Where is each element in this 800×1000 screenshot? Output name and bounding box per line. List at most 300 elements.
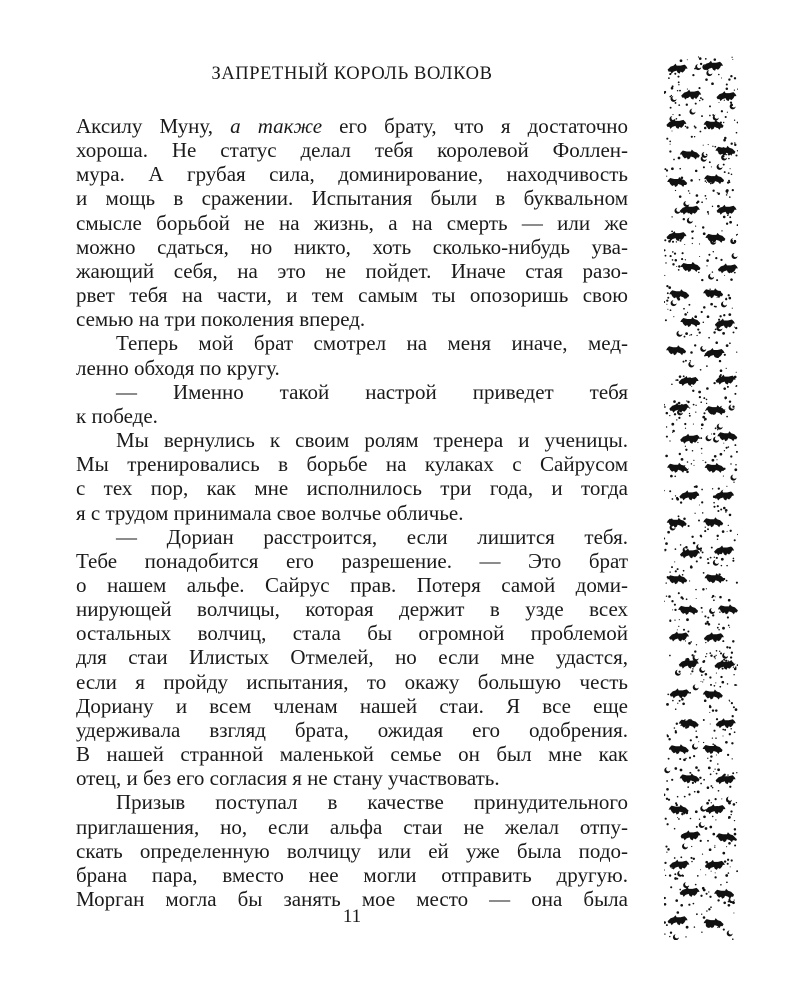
speckle-dot [668, 758, 670, 760]
speckle-dot [706, 259, 709, 262]
speckle-dot [734, 668, 737, 671]
speckle-dot [705, 874, 706, 875]
speckle-dot [674, 619, 675, 620]
speckle-dot [676, 419, 677, 420]
speckle-dot [691, 670, 693, 672]
speckle-dot [694, 344, 696, 346]
speckle-dot [668, 799, 670, 801]
speckle-dot [734, 539, 736, 541]
speckle-dot [736, 870, 738, 872]
speckle-dot [702, 887, 705, 890]
speckle-dot [700, 63, 702, 65]
moon-mark [664, 767, 670, 773]
speckle-dot [681, 698, 684, 701]
speckle-dot [704, 615, 706, 617]
speckle-dot [670, 886, 672, 888]
text-line: смысле борьбой не на жизнь, а на смерть — или же [76, 210, 628, 235]
speckle-dot [723, 164, 725, 166]
speckle-dot [674, 475, 676, 477]
speckle-dot [674, 252, 676, 254]
speckle-dot [699, 331, 701, 333]
speckle-dot [677, 796, 679, 798]
speckle-dot [692, 450, 694, 452]
speckle-dot [705, 674, 706, 675]
text-line: мура. А грубая сила, доминирование, находчивость [76, 162, 628, 187]
speckle-dot [700, 783, 702, 785]
speckle-dot [721, 77, 722, 78]
text-line: скать определенную волчицу или ей уже была подо- [76, 838, 628, 863]
speckle-dot [734, 444, 736, 446]
speckle-dot [664, 862, 666, 864]
speckle-dot [689, 413, 690, 414]
wolf-silhouette [669, 632, 689, 642]
speckle-dot [689, 335, 690, 336]
moon-mark [695, 64, 701, 70]
speckle-dot [687, 401, 689, 403]
speckle-dot [733, 331, 735, 333]
wolf-silhouette [714, 546, 734, 556]
moon-mark [683, 201, 689, 207]
speckle-dot [729, 514, 732, 517]
speckle-dot [706, 621, 708, 623]
speckle-dot [725, 116, 727, 118]
speckle-dot [670, 475, 673, 478]
speckle-dot [699, 131, 701, 133]
speckle-dot [664, 301, 665, 303]
speckle-dot [713, 599, 715, 601]
speckle-dot [691, 536, 693, 538]
speckle-dot [666, 798, 668, 800]
speckle-dot [690, 566, 693, 569]
speckle-dot [726, 194, 728, 196]
speckle-dot [735, 327, 737, 329]
speckle-dot [725, 509, 728, 512]
wolf-silhouette [679, 376, 699, 386]
speckle-dot [717, 899, 719, 901]
speckle-dot [726, 580, 728, 582]
speckle-dot [708, 144, 709, 145]
moon-mark [730, 475, 736, 481]
speckle-dot [694, 486, 696, 488]
wolf-silhouette [716, 375, 736, 385]
speckle-dot [691, 861, 693, 863]
speckle-dot [676, 241, 677, 242]
text-line: Морган могла бы занять мое место — она была [76, 887, 628, 911]
speckle-dot [711, 871, 712, 872]
speckle-dot [686, 471, 689, 474]
speckle-dot [665, 262, 666, 263]
speckle-dot [729, 297, 732, 300]
speckle-dot [710, 760, 712, 762]
speckle-dot [705, 623, 707, 625]
wolf-silhouette [703, 517, 723, 527]
speckle-dot [680, 856, 682, 858]
speckle-dot [698, 391, 701, 394]
speckle-dot [680, 501, 682, 503]
wolf-silhouette [680, 317, 700, 327]
speckle-dot [669, 415, 670, 416]
speckle-dot [734, 77, 736, 79]
speckle-dot [718, 319, 720, 321]
wolf-silhouette [668, 64, 688, 74]
speckle-dot [687, 786, 689, 788]
speckle-dot [717, 627, 719, 629]
wolf-silhouette [714, 491, 734, 501]
speckle-dot [672, 430, 675, 433]
speckle-dot [724, 171, 726, 173]
speckle-dot [736, 351, 737, 352]
speckle-dot [701, 279, 703, 281]
speckle-dot [700, 869, 701, 870]
speckle-dot [666, 169, 668, 171]
speckle-dot [694, 513, 695, 514]
speckle-dot [694, 791, 696, 793]
speckle-dot [713, 251, 714, 252]
speckle-dot [706, 265, 707, 266]
speckle-dot [733, 912, 734, 913]
speckle-dot [709, 161, 711, 163]
speckle-dot [717, 763, 719, 765]
speckle-dot [717, 205, 720, 208]
speckle-dot [669, 490, 671, 492]
speckle-dot [664, 794, 665, 797]
speckle-dot [725, 398, 726, 399]
speckle-dot [727, 386, 729, 388]
speckle-dot [722, 530, 725, 533]
speckle-dot [722, 668, 724, 670]
speckle-dot [728, 172, 730, 174]
speckle-dot [724, 141, 725, 142]
speckle-dot [682, 702, 685, 705]
speckle-dot [666, 412, 669, 415]
speckle-dot [666, 924, 668, 926]
text-line: приглашения, но, если альфа стаи не желал отпу- [76, 814, 628, 839]
text-line: — Дориан расстроится, если лишится тебя. [116, 524, 628, 549]
moon-mark [732, 253, 738, 259]
wolf-silhouette [704, 632, 724, 642]
speckle-dot [717, 505, 719, 507]
text-line: если я пройду испытания, то окажу большую честь [76, 669, 628, 694]
speckle-dot [720, 652, 722, 654]
speckle-dot [734, 327, 735, 328]
speckle-dot [704, 699, 707, 702]
text-line: жающий себя, на это не пойдет. Иначе стая разо- [76, 258, 628, 283]
wolf-silhouette [717, 91, 737, 101]
speckle-dot [699, 179, 700, 180]
speckle-dot [707, 558, 709, 560]
speckle-dot [723, 476, 724, 477]
speckle-dot [671, 167, 674, 170]
wolf-silhouette [704, 174, 724, 184]
speckle-dot [723, 929, 725, 931]
speckle-dot [698, 56, 699, 57]
speckle-dot [678, 269, 680, 271]
wolf-silhouette [703, 288, 723, 298]
speckle-dot [683, 517, 686, 520]
speckle-dot [711, 166, 712, 167]
wolf-pattern-icon [664, 56, 738, 940]
speckle-dot [698, 87, 700, 89]
speckle-dot [701, 453, 702, 454]
speckle-dot [726, 846, 727, 847]
speckle-dot [716, 754, 717, 755]
speckle-dot [700, 535, 702, 537]
speckle-dot [669, 655, 671, 657]
speckle-dot [673, 159, 675, 161]
speckle-dot [693, 465, 694, 466]
moon-mark [699, 822, 705, 828]
speckle-dot [715, 798, 717, 800]
speckle-dot [737, 89, 738, 90]
speckle-dot [672, 114, 673, 115]
speckle-dot [718, 102, 719, 103]
speckle-dot [715, 257, 717, 259]
speckle-dot [716, 459, 717, 460]
speckle-dot [697, 791, 700, 794]
speckle-dot [729, 647, 731, 649]
running-header: ЗАПРЕТНЫЙ КОРОЛЬ ВОЛКОВ [211, 64, 493, 84]
speckle-dot [718, 192, 720, 194]
speckle-dot [699, 819, 700, 820]
text-line: удерживала взгляд брата, ожидая его одобрения. [76, 717, 628, 742]
speckle-dot [687, 59, 688, 60]
speckle-dot [693, 424, 694, 425]
speckle-dot [679, 889, 681, 891]
speckle-dot [701, 201, 703, 203]
speckle-dot [671, 231, 673, 233]
moon-mark [709, 608, 715, 614]
speckle-dot [677, 911, 680, 914]
speckle-dot [731, 859, 733, 861]
speckle-dot [703, 232, 706, 235]
speckle-dot [688, 642, 691, 645]
speckle-dot [728, 158, 730, 160]
speckle-dot [703, 306, 706, 309]
moon-mark [727, 930, 733, 936]
speckle-dot [719, 651, 720, 652]
speckle-dot [709, 105, 711, 107]
speckle-dot [670, 309, 672, 311]
speckle-dot [664, 921, 666, 924]
speckle-dot [666, 595, 667, 596]
speckle-dot [683, 308, 685, 310]
speckle-dot [711, 82, 714, 85]
speckle-dot [691, 230, 693, 232]
speckle-dot [664, 903, 666, 906]
speckle-dot [728, 180, 730, 182]
speckle-dot [693, 542, 696, 545]
speckle-dot [732, 640, 734, 642]
speckle-dot [679, 453, 681, 455]
speckle-dot [737, 150, 738, 151]
speckle-dot [706, 893, 708, 895]
speckle-dot [705, 195, 707, 197]
speckle-dot [676, 804, 678, 806]
text-line: Тебе понадобится его разрешение. — Это брат [76, 548, 628, 573]
speckle-dot [694, 926, 695, 927]
speckle-dot [684, 313, 687, 316]
speckle-dot [676, 878, 678, 880]
speckle-dot [668, 738, 670, 740]
speckle-dot [664, 239, 666, 241]
speckle-dot [726, 565, 728, 567]
speckle-dot [712, 816, 714, 818]
speckle-dot [708, 908, 710, 910]
wolf-silhouette [706, 405, 726, 415]
speckle-dot [722, 729, 724, 731]
speckle-dot [678, 81, 680, 83]
speckle-dot [674, 561, 675, 562]
speckle-dot [706, 910, 708, 912]
speckle-dot [680, 596, 683, 599]
wolf-silhouette [716, 774, 736, 784]
text-line: отец, и без его согласия я не стану участвовать. [76, 766, 500, 791]
speckle-dot [727, 754, 729, 756]
speckle-dot [705, 462, 707, 464]
speckle-dot [726, 223, 728, 225]
wolf-silhouette [670, 688, 690, 698]
speckle-dot [685, 936, 686, 937]
speckle-dot [728, 625, 730, 627]
speckle-dot [683, 375, 685, 377]
speckle-dot [725, 660, 727, 662]
speckle-dot [728, 818, 729, 819]
speckle-dot [666, 138, 668, 140]
wolf-silhouette [703, 744, 723, 754]
speckle-dot [713, 730, 715, 732]
speckle-dot [706, 403, 707, 404]
speckle-dot [693, 460, 694, 461]
moon-mark [688, 361, 694, 367]
speckle-dot [711, 547, 713, 549]
text-line: брана пара, вместо нее могли отправить другую. [76, 862, 628, 887]
speckle-dot [729, 700, 730, 701]
speckle-dot [677, 379, 679, 381]
speckle-dot [702, 660, 705, 663]
speckle-dot [679, 700, 681, 702]
speckle-dot [702, 854, 703, 855]
speckle-dot [711, 433, 712, 434]
speckle-dot [665, 319, 667, 321]
speckle-dot [693, 903, 695, 905]
speckle-dot [675, 731, 677, 733]
speckle-dot [665, 455, 668, 458]
wolf-silhouette [717, 431, 737, 441]
speckle-dot [712, 595, 714, 597]
speckle-dot [667, 531, 670, 534]
speckle-dot [669, 936, 670, 937]
speckle-dot [720, 374, 722, 376]
speckle-dot [671, 95, 672, 96]
speckle-dot [681, 458, 684, 461]
speckle-dot [674, 73, 676, 75]
speckle-dot [710, 723, 711, 724]
speckle-dot [696, 913, 698, 915]
speckle-dot [731, 143, 733, 145]
speckle-dot [671, 384, 673, 386]
speckle-dot [736, 582, 738, 584]
speckle-dot [717, 927, 718, 928]
speckle-dot [737, 534, 738, 535]
speckle-dot [701, 914, 702, 915]
speckle-dot [695, 170, 698, 173]
text-line: остальных волчиц, стала бы огромной проблемой [76, 621, 628, 646]
speckle-dot [679, 240, 681, 242]
speckle-dot [686, 926, 689, 929]
moon-mark [713, 437, 719, 443]
speckle-dot [710, 773, 712, 775]
speckle-dot [715, 709, 717, 711]
speckle-dot [667, 297, 669, 299]
speckle-dot [702, 611, 703, 612]
speckle-dot [706, 399, 708, 401]
speckle-dot [696, 644, 697, 645]
speckle-dot [737, 122, 738, 124]
speckle-dot [667, 309, 668, 310]
speckle-dot [671, 87, 674, 90]
speckle-dot [719, 315, 721, 317]
speckle-dot [716, 673, 717, 674]
speckle-dot [683, 218, 685, 220]
speckle-dot [669, 73, 671, 75]
speckle-dot [665, 542, 668, 545]
speckle-dot [733, 482, 734, 483]
speckle-dot [732, 560, 734, 562]
speckle-dot [734, 820, 735, 821]
speckle-dot [721, 558, 724, 561]
speckle-dot [705, 78, 708, 81]
speckle-dot [685, 360, 687, 362]
speckle-dot [670, 107, 672, 109]
speckle-dot [725, 154, 726, 155]
speckle-dot [708, 213, 710, 215]
speckle-dot [715, 819, 716, 820]
moon-mark [721, 301, 727, 307]
speckle-dot [672, 609, 673, 610]
speckle-dot [664, 538, 665, 540]
speckle-dot [687, 312, 688, 313]
speckle-dot [679, 195, 682, 198]
speckle-dot [707, 315, 710, 318]
speckle-dot [725, 298, 727, 300]
speckle-dot [690, 179, 693, 182]
speckle-dot [697, 769, 699, 771]
speckle-dot [671, 566, 673, 568]
wolf-silhouette [667, 463, 687, 473]
speckle-dot [669, 571, 670, 572]
moon-mark [713, 115, 719, 121]
speckle-dot [719, 686, 721, 688]
speckle-dot [734, 144, 736, 146]
speckle-dot [707, 562, 709, 564]
speckle-dot [678, 104, 680, 106]
speckle-dot [726, 83, 728, 85]
speckle-dot [676, 723, 678, 725]
speckle-dot [666, 823, 668, 825]
speckle-dot [678, 818, 680, 820]
speckle-dot [679, 619, 680, 620]
speckle-dot [687, 461, 689, 463]
speckle-dot [690, 739, 692, 741]
speckle-dot [685, 332, 688, 335]
wolf-silhouette [706, 804, 726, 814]
speckle-dot [706, 387, 709, 390]
speckle-dot [723, 659, 725, 661]
speckle-dot [680, 544, 682, 546]
speckle-dot [705, 58, 707, 60]
speckle-dot [679, 90, 681, 92]
speckle-dot [692, 668, 694, 670]
